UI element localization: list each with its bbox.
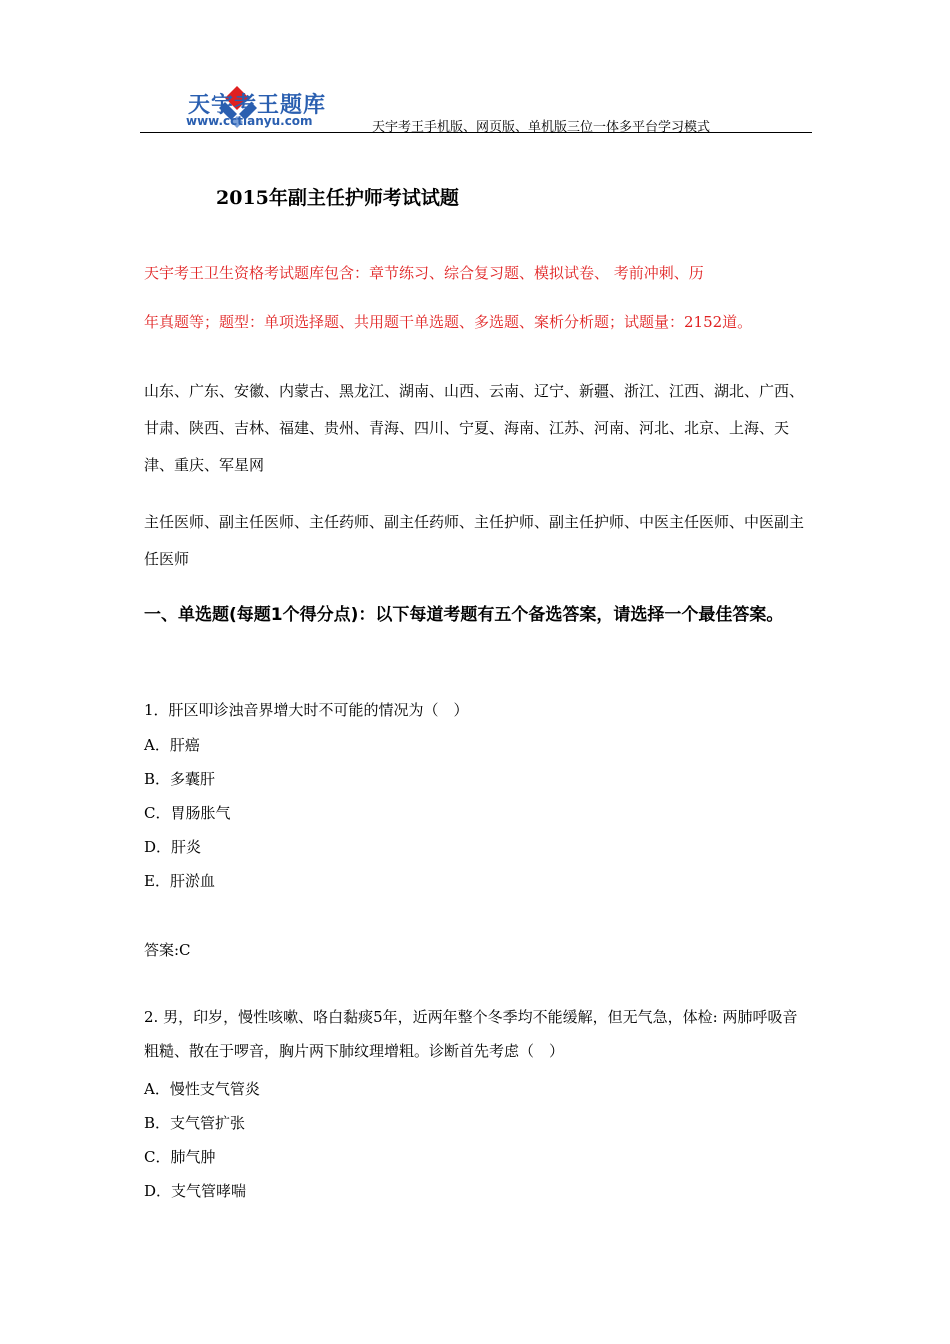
question-2-option-b: B．支气管扩张 <box>144 1114 246 1132</box>
document-title: 2015年副主任护师考试试题 <box>216 187 459 209</box>
section-heading: 一、单选题(每题1个得分点)：以下每道考题有五个备选答案，请选择一个最佳答案。 <box>144 605 784 625</box>
regions-paragraph: 山东、广东、安徽、内蒙古、黑龙江、湖南、山西、云南、辽宁、新疆、浙江、江西、湖北、广西、甘肃、陕西、吉林、福建、贵州、青海、四川、宁夏、海南、江苏、河南、河北、北京、上海、天津、重庆、军星网 <box>144 382 805 474</box>
job-titles-paragraph: 主任医师、副主任医师、主任药师、副主任药师、主任护师、副主任护师、中医主任医师、中医副主任医师 <box>144 513 805 568</box>
logo-url: www.cctianyu.com <box>186 114 313 128</box>
question-2-option-c: C．肺气肿 <box>144 1148 216 1166</box>
question-2-option-a: A．慢性支气管炎 <box>144 1080 260 1098</box>
intro-line-2: 年真题等；题型：单项选择题、共用题干单选题、多选题、案析分析题；试题量：2152道。 <box>144 313 753 331</box>
question-1-option-a: A．肝癌 <box>144 736 200 754</box>
question-1-option-d: D．肝炎 <box>144 838 202 856</box>
header-divider <box>140 132 812 133</box>
question-2-stem: 2. 男，印岁，慢性咳嗽、咯白黏痰5年，近两年整个冬季均不能缓解，但无气急，体检: 两肺呼吸音粗糙、散在于啰音，胸片两下肺纹理增粗。诊断首先考虑（ ） <box>144 1008 798 1060</box>
question-1-answer: 答案:C <box>144 941 191 959</box>
logo-title: 天宇考王题库 <box>188 93 327 118</box>
question-1-option-b: B．多囊肝 <box>144 770 216 788</box>
intro-line-1: 天宇考王卫生资格考试题库包含：章节练习、综合复习题、模拟试卷、 考前冲刺、历 <box>144 264 704 282</box>
question-1-stem: 1．肝区叩诊浊音界增大时不可能的情况为（ ） <box>144 701 469 719</box>
question-2-option-d: D．支气管哮喘 <box>144 1182 247 1200</box>
header-slogan: 天宇考王手机版、网页版、单机版三位一体多平台学习模式 <box>372 120 711 135</box>
question-1-option-c: C．胃肠胀气 <box>144 804 231 822</box>
question-1-option-e: E．肝淤血 <box>144 872 215 890</box>
